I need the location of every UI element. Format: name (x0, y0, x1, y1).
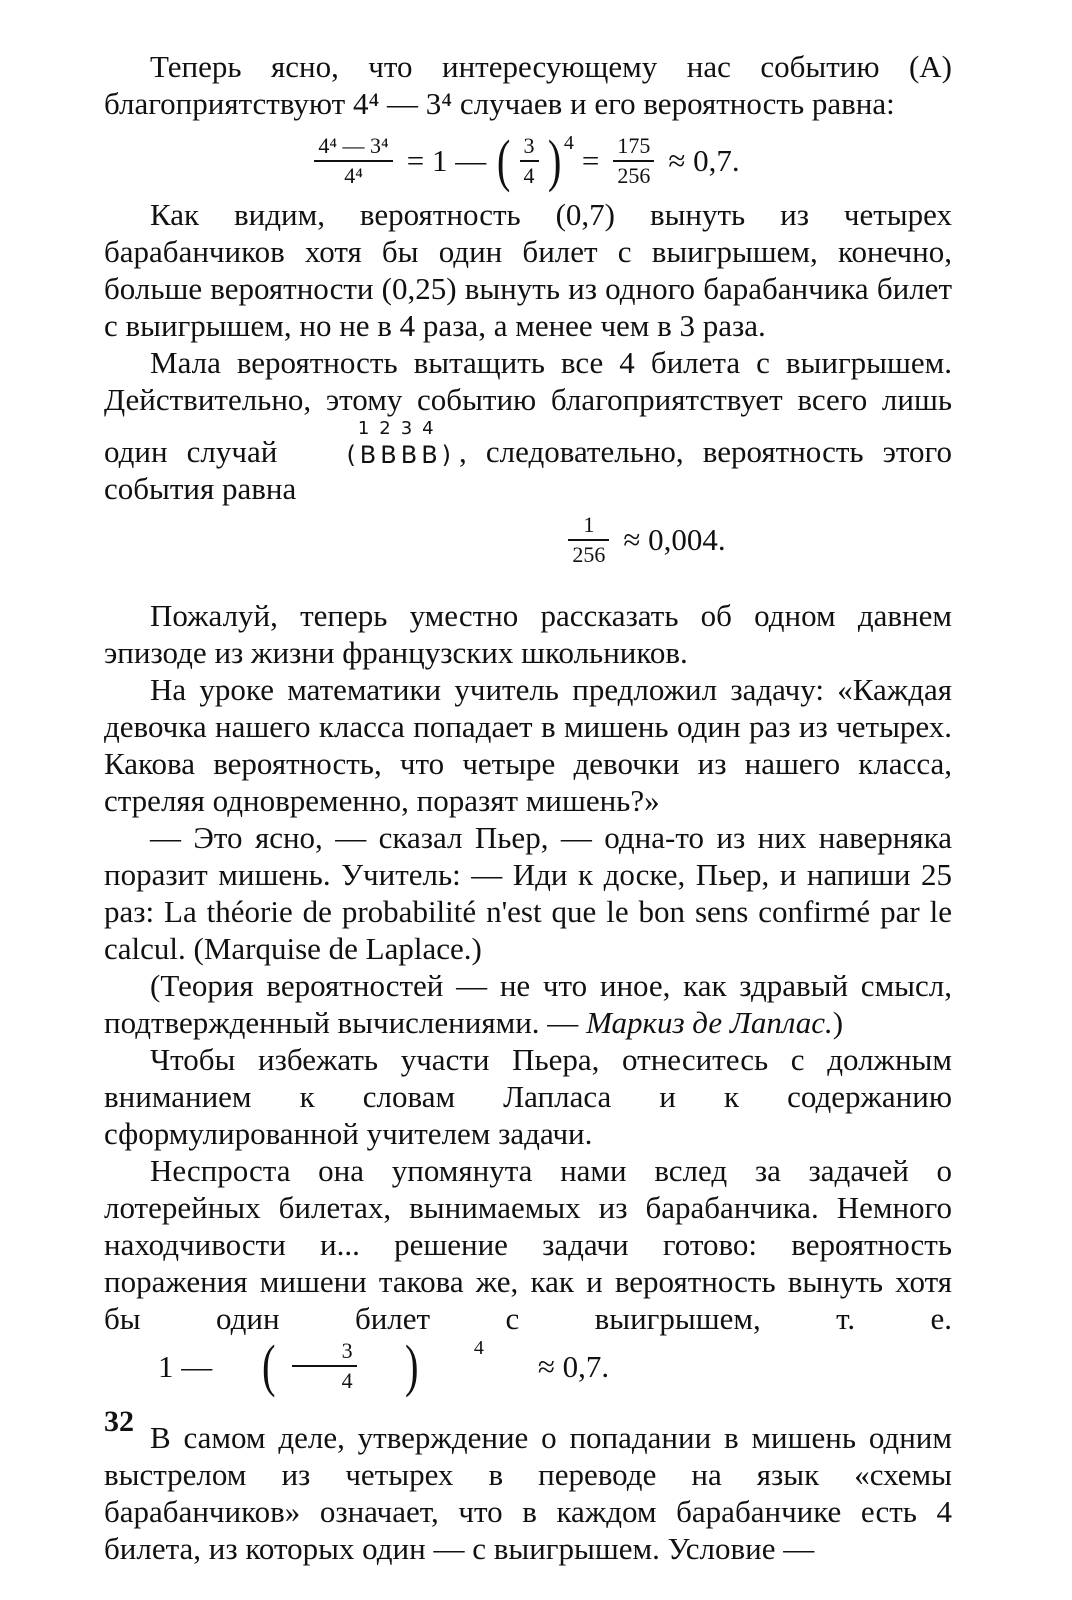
equals-one-minus: = 1 — (406, 143, 487, 178)
approx-result: ≈ 0,004. (623, 522, 726, 557)
paragraph-9 (104, 1152, 952, 1398)
fraction-main (314, 132, 392, 190)
one-minus: 1 — (158, 1348, 213, 1384)
paragraph-3-start: Мала вероятность вытащить все 4 билета с выигрышем. Действительно, этому событию благоприятствует всего лишь один случай (104, 345, 952, 469)
paragraph-10: В самом деле, утверждение о попадании в мишень одним выстрелом из четырех в переводе на язык «схемы барабанчиков» означает, что в каждом барабанчике есть 4 билета, из которых один — с выигрышем. Условие — (104, 1420, 952, 1566)
paragraph-8: Чтобы избежать участи Пьера, отнеситесь с должным вниманием к словам Лапласа и к содержанию сформулированной учителем задачи. (104, 1042, 952, 1151)
right-paren: ) (404, 1333, 419, 1398)
paragraph-9-text: Неспроста она упомянута нами вслед за задачей о лотерейных билетах, вынимаемых из барабанчика. Немного находчивости и... решение задачи готово: вероятность поражения мишени такова же, как и вероятность вынуть хотя бы один билет с выигрышем, т. е. (104, 1153, 952, 1336)
paragraph-5: На уроке математики учитель предложил задачу: «Каждая девочка нашего класса попадает в мишень один раз из четырех. Какова вероятность, что четыре девочки из нашего класса, стреляя одновременно, поразят мишень?» (104, 672, 952, 818)
fraction-denominator: 256 (572, 542, 606, 567)
fraction-three-quarters (520, 132, 539, 190)
paragraph-6: — Это ясно, — сказал Пьер, — одна-то из них наверняка поразит мишень. Учитель: — Иди к доске, Пьер, и напиши 25 раз: La théorie de probabilité n'est que le bon sens confirmé par le calcul. (Marquise de Laplace.) (104, 820, 952, 966)
exponent: 4 (563, 131, 574, 154)
fraction-1-256 (568, 511, 609, 569)
case-values: (BBBB) (346, 441, 456, 469)
fraction-175-256 (613, 132, 654, 190)
fraction-numerator: 3 (341, 1338, 353, 1363)
page-content (104, 48, 952, 1567)
winning-case (300, 418, 455, 470)
formula-all-four-win (344, 511, 952, 569)
page-number: 32 (104, 1405, 134, 1438)
paragraph-4: Пожалуй, теперь уместно рассказать об одном давнем эпизоде из жизни французских школьников. (104, 598, 952, 670)
translation-author: Маркиз де Лаплас. (586, 1005, 833, 1040)
right-paren: ) (547, 128, 561, 193)
formula-probability-at-least-one (104, 128, 952, 193)
fraction-denominator: 4 (341, 1368, 353, 1393)
closing-paren: ) (832, 1005, 844, 1040)
fraction-denominator: 4⁴ (344, 163, 363, 188)
fraction-numerator: 4⁴ — 3⁴ (318, 133, 389, 158)
fraction-numerator: 175 (617, 133, 651, 158)
translation-text: (Теория вероятностей — не что иное, как здравый смысл, подтвержденный вычислениями. — (104, 968, 952, 1040)
paragraph-2: Как видим, вероятность (0,7) вынуть из четырех барабанчиков хотя бы один билет с выигрышем, конечно, больше вероятности (0,25) вынуть из одного барабанчика билет с выигрышем, но не в 4 раза, а менее чем в 3 раза. (104, 197, 952, 343)
paragraph-3-end: , следовательно, вероятность этого события равна (104, 434, 952, 506)
fraction-denominator: 4 (523, 163, 535, 188)
formula-target-hit (104, 1333, 617, 1398)
spacer (104, 573, 952, 597)
paragraph-3 (104, 344, 952, 507)
approx-result: ≈ 0,7. (668, 143, 740, 178)
equals-sign: = (581, 143, 600, 178)
spacer (104, 1395, 952, 1419)
fraction-denominator: 256 (617, 163, 651, 188)
approx-result: ≈ 0,7. (537, 1348, 610, 1384)
paragraph-1: Теперь ясно, что интересующему нас событию (A) благоприятствуют 4⁴ — 3⁴ случаев и его вероятность равна: (104, 49, 952, 121)
exponent: 4 (473, 1336, 484, 1359)
left-paren: ( (497, 128, 511, 193)
left-paren: ( (262, 1333, 276, 1398)
paragraph-7 (104, 967, 952, 1041)
case-indices: 1234 (357, 418, 444, 439)
fraction-numerator: 3 (523, 133, 535, 158)
fraction-three-quarters (292, 1337, 357, 1395)
fraction-numerator: 1 (583, 512, 595, 537)
